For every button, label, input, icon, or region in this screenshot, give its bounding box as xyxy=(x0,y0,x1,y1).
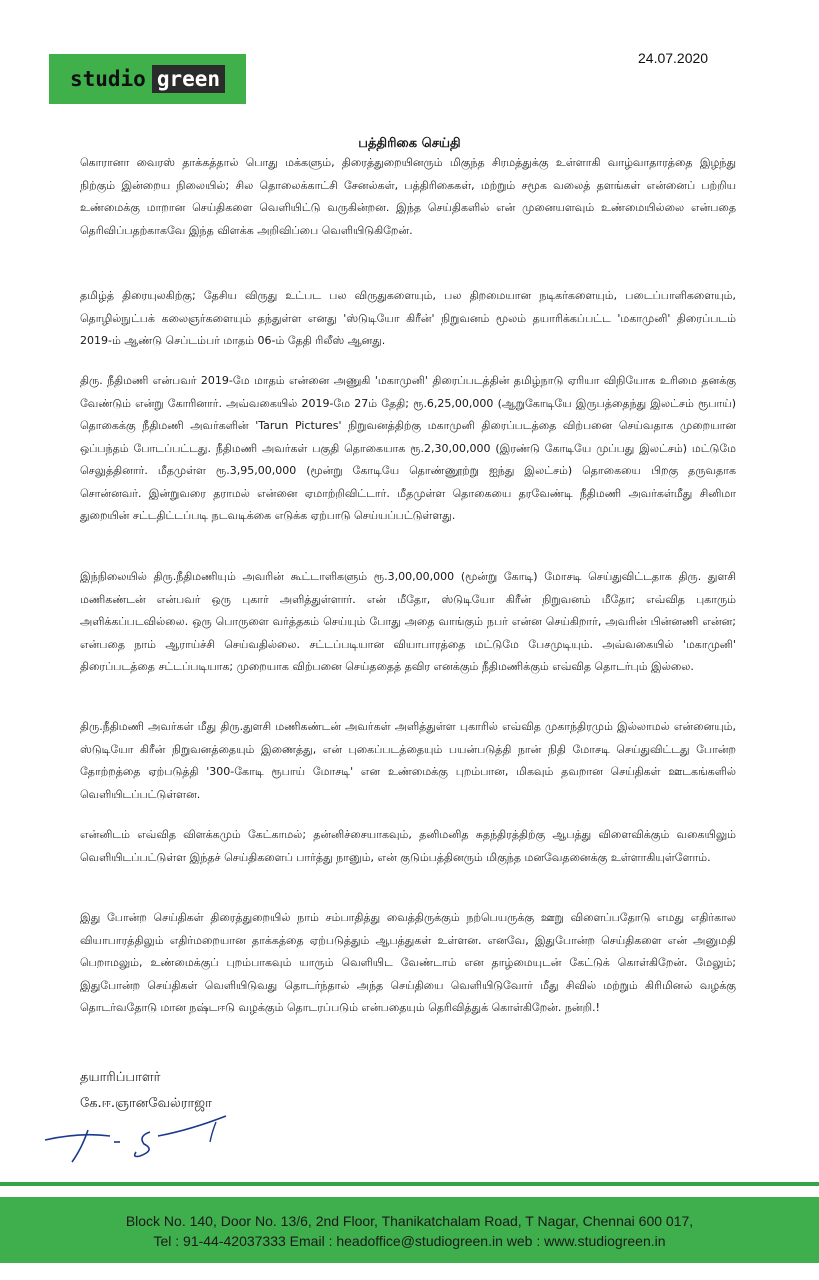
footer-address: Block No. 140, Door No. 13/6, 2nd Floor, Thanikatchalam Road, T Nagar, Chennai 600 017, xyxy=(125,1213,694,1229)
paragraph-complaint: இந்நிலையில் திரு.நீதிமணியும் அவரின் கூட்டாளிகளும் ரூ.3,00,00,000 (மூன்று கோடி) மோசடி செய்துவிட்டதாக திரு. துளசி மணிகண்டன் என்பவர் ஒரு புகார் அளித்துள்ளார். என் மீதோ, ஸ்டுடியோ கிரீன் நிறுவனம் மீதோ; எவ்வித புகாரும் அளிக்கப்படவில்லை. ஒரு பொருளை வர்த்தகம் செய்யும் போது அதை வாங்கும் நபர் என்ன செய்கிறார், அவரின் பின்னணி என்ன; என்பதை நாம் ஆராய்ச்சி செய்வதில்லை. சட்டப்படியான வியாபாரத்தை மட்டுமே பேசமுடியும். அவ்வகையில் 'மகாமுனி' திரைப்படத்தை சட்டப்படியாக; முறையாக விற்பனை செய்ததைத் தவிர எனக்கும் நீதிமணிக்கும் எவ்வித தொடர்பும் இல்லை. xyxy=(80,570,736,673)
logo-word-studio: studio xyxy=(69,67,146,91)
paragraph-warning: இது போன்ற செய்திகள் திரைத்துறையில் நாம் சம்பாதித்து வைத்திருக்கும் நற்பெயருக்கு ஊறு விளைப்பதோடு எமது எதிர்கால வியாபாரத்திலும் எதிர்மறையான தாக்கத்தை ஏற்படுத்தும் ஆபத்துகள் உள்ளன. எனவே, இதுபோன்ற செய்திகளை என் அனுமதி பெறாமலும், உண்மைக்குப் புறம்பாகவும் யாரும் வெளியிட வேண்டாம் என தாழ்மையுடன் கேட்டுக் கொள்கிறேன். மேலும்; இதுபோன்ற செய்திகள் வெளியிடுவது தொடர்ந்தால் அந்த செய்தியை வெளியிடுவோர் மீது சிவில் மற்றும் கிரிமினல் வழக்கு தொடர்வதோடு மான நஷ்டஈடு வழக்கும் தொடரப்படும் என்பதையும் தெரிவித்துக் கொள்கிறேன். நன்றி.! xyxy=(80,911,736,1014)
handwritten-signature xyxy=(40,1112,240,1172)
paragraph-agreement: திரு. நீதிமணி என்பவர் 2019-மே மாதம் என்னை அணுகி 'மகாமுனி' திரைப்படத்தின் தமிழ்நாடு ஏரியா விநியோக உரிமை தனக்கு வேண்டும் என்று கோரினார். அவ்வகையில் 2019-மே 27ம் தேதி; ரூ.6,25,00,000 (ஆறுகோடியே இருபத்தைந்து இலட்சம் ரூபாய்) தொகைக்கு நீதிமணி அவர்களின் 'Tarun Pictures' நிறுவனத்திற்கு மகாமுனி திரைப்படத்தை விற்பனை செய்வதாக முறையான ஒப்பந்தம் போடப்பட்டது. நீதிமணி அவர்கள் பகுதி தொகையாக ரூ.2,30,00,000 (இரண்டு கோடியே முப்பது இலட்சம்) மட்டுமே செலுத்தினார். மீதமுள்ள ரூ.3,95,00,000 (மூன்று கோடியே தொண்ணூற்று ஐந்து இலட்சம்) தொகையை பிறகு தருவதாக சொன்னவர். இன்றுவரை தராமல் என்னை ஏமாற்றிவிட்டார். மீதமுள்ள தொகையை தரவேண்டி நீதிமணி அவர்கள்மீது சினிமா துறையின் சட்டதிட்டப்படி நடவடிக்கை எடுக்க ஏற்பாடு செய்யப்பட்டுள்ளது. xyxy=(80,374,736,522)
paragraph-intro: கொரானா வைரஸ் தாக்கத்தால் பொது மக்களும், திரைத்துறையினரும் மிகுந்த சிரமத்துக்கு உள்ளாகி வாழ்வாதாரத்தை இழந்து நிற்கும் இன்றைய நிலையில்; சில தொலைக்காட்சி சேனல்கள், பத்திரிகைகள், மற்றும் சமூக வலைத் தளங்கள் என்னைப் பற்றிய உண்மைக்கு மாறான செய்திகளை வெளியிட்டு வருகின்றன. இந்த செய்திகளில் என் முனையளவும் உண்மையில்லை என்பதை தெரிவிப்பதற்காகவே இந்த விளக்க அறிவிப்பை வெளியிடுகிறேன். xyxy=(80,156,736,237)
page-title: பத்திரிகை செய்தி xyxy=(358,136,461,151)
footer-contact: Tel : 91-44-42037333 Email : headoffice@studiogreen.in web : www.studiogreen.in xyxy=(153,1233,666,1249)
studio-green-logo xyxy=(49,54,246,104)
document-date: 24.07.2020 xyxy=(638,50,709,66)
paragraph-distress: என்னிடம் எவ்வித விளக்கமும் கேட்காமல்; தன்னிச்சையாகவும், தனிமனித சுதந்திரத்திற்கு ஆபத்து விளைவிக்கும் வகையிலும் வெளியிடப்பட்டுள்ள இந்தச் செய்திகளைப் பார்த்து நானும், என் குடும்பத்தினரும் மிகுந்த மனவேதனைக்கு உள்ளாகியுள்ளோம். xyxy=(80,828,736,864)
footer-contact-bar xyxy=(0,1197,819,1263)
signatory-name: கே.ஈ.ஞானவேல்ராஜா xyxy=(80,1096,212,1111)
paragraph-false-news: திரு.நீதிமணி அவர்கள் மீது திரு.துளசி மணிகண்டன் அவர்கள் அளித்துள்ள புகாரில் எவ்வித முகாந்திரமும் இல்லாமல் என்னையும், ஸ்டுடியோ கிரீன் நிறுவனத்தையும் இணைத்து, என் புகைப்படத்தையும் பயன்படுத்தி நான் நிதி மோசடி செய்துவிட்டது போன்ற தோற்றத்தை ஏற்படுத்தி '300-கோடி ரூபாய் மோசடி' என உண்மைக்கு புறம்பான, மிகவும் தவறான செய்திகள் ஊடகங்களில் வெளியிடப்பட்டுள்ளன. xyxy=(80,720,736,801)
logo-word-green: green xyxy=(152,65,225,93)
footer-divider xyxy=(0,1182,819,1186)
signatory-role: தயாரிப்பாளர் xyxy=(80,1070,161,1085)
paragraph-company: தமிழ்த் திரையுலகிற்கு; தேசிய விருது உட்பட பல விருதுகளையும், பல திறமையான நடிகர்களையும், படைப்பாளிகளையும், தொழில்நுட்பக் கலைஞர்களையும் தந்துள்ள எனது 'ஸ்டுடியோ கிரீன்' நிறுவனம் மூலம் தயாரிக்கப்பட்ட 'மகாமுனி' திரைப்படம் 2019-ம் ஆண்டு செப்டம்பர் மாதம் 06-ம் தேதி ரிலீஸ் ஆனது. xyxy=(80,289,736,347)
